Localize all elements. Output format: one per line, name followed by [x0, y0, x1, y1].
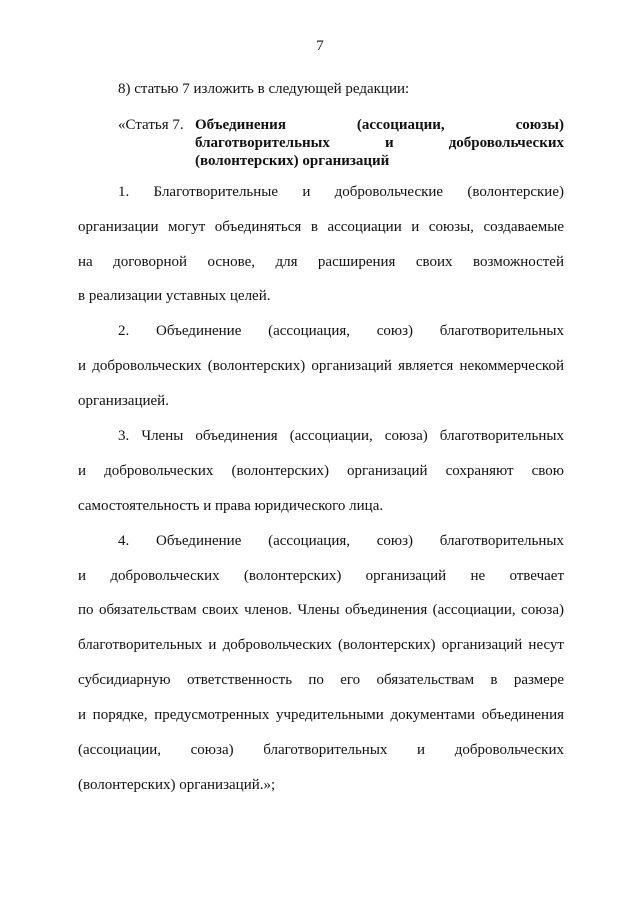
article-title-line: Объединения (ассоциации, союзы): [195, 117, 564, 133]
paragraph-line: по обязательствам своих членов. Члены объединения (ассоциации, союза): [78, 602, 564, 618]
paragraph-line: и добровольческих (волонтерских) организаций сохраняют свою: [78, 463, 564, 479]
paragraph-line: и добровольческих (волонтерских) организаций не отвечает: [78, 568, 564, 584]
page-number: 7: [316, 38, 324, 54]
paragraph-line: (волонтерских) организаций.»;: [78, 777, 276, 793]
paragraph-line: субсидиарную ответственность по его обязательствам в размере: [78, 672, 564, 688]
article-title-line: благотворительных и добровольческих: [195, 135, 564, 151]
paragraph-line: и порядке, предусмотренных учредительными документами объединения: [78, 707, 564, 723]
paragraph-line: организацией.: [78, 393, 169, 409]
paragraph-line: организации могут объединяться в ассоциации и союзы, создаваемые: [78, 219, 564, 235]
paragraph-line: 3. Члены объединения (ассоциации, союза) благотворительных: [118, 428, 564, 444]
article-title-line: (волонтерских) организаций: [195, 153, 390, 169]
paragraph-line: 4. Объединение (ассоциация, союз) благотворительных: [118, 533, 564, 549]
paragraph-line: и добровольческих (волонтерских) организаций является некоммерческой: [78, 358, 564, 374]
paragraph-line: 1. Благотворительные и добровольческие (волонтерские): [118, 184, 564, 200]
intro-line: 8) статью 7 изложить в следующей редакции:: [118, 81, 410, 97]
paragraph-line: благотворительных и добровольческих (волонтерских) организаций несут: [78, 637, 564, 653]
paragraph-line: (ассоциации, союза) благотворительных и добровольческих: [78, 742, 564, 758]
article-label: «Статья 7.: [118, 117, 184, 133]
paragraph-line: 2. Объединение (ассоциация, союз) благотворительных: [118, 323, 564, 339]
paragraph-line: в реализации уставных целей.: [78, 288, 271, 304]
paragraph-line: на договорной основе, для расширения своих возможностей: [78, 254, 564, 270]
paragraph-line: самостоятельность и права юридического лица.: [78, 498, 384, 514]
